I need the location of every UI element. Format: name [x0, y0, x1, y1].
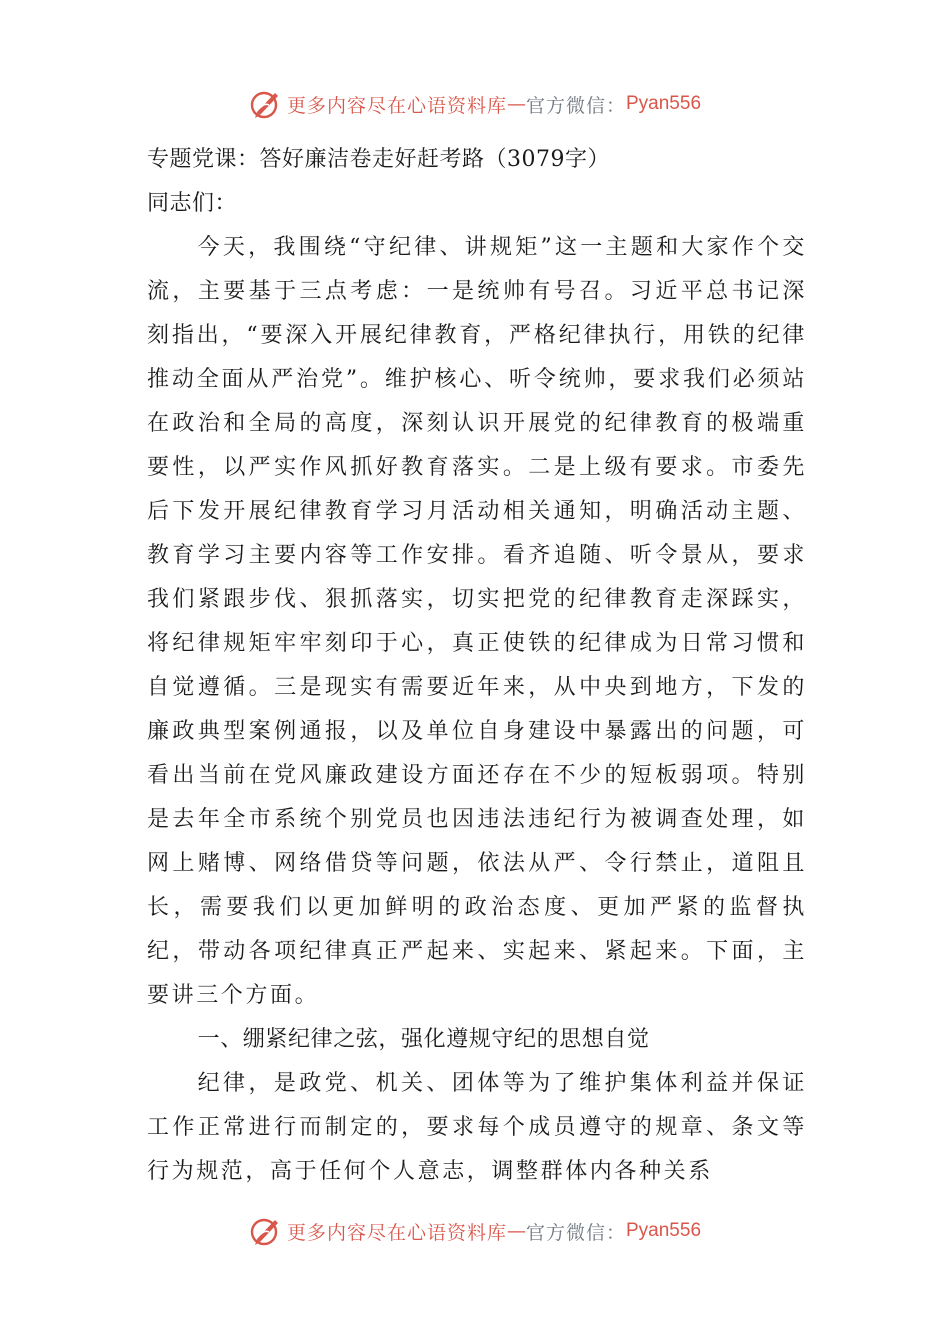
paragraph-discipline: 纪律，是政党、机关、团体等为了维护集体利益并保证工作正常进行而制定的，要求每个成员遵守的规章、条文等行为规范，高于任何个人意志，调整群体内各种关系 [147, 1071, 807, 1184]
banner-dash: — [506, 1220, 526, 1242]
banner-label-text: 官方微信： [525, 1221, 626, 1244]
pen-circle-logo-icon [249, 87, 283, 121]
banner-wechat-id: Pyan556 [626, 1220, 702, 1241]
document-title: 专题党课：答好廉洁卷走好赶考路（3079字） [147, 147, 610, 172]
section-heading-1: 一、绷紧纪律之弦，强化遵规守纪的思想自觉 [197, 1027, 650, 1052]
banner-lead-text: 更多内容尽在心语资料库 [286, 94, 507, 117]
banner-wechat-id: Pyan556 [626, 93, 702, 114]
salutation: 同志们： [147, 191, 238, 216]
banner-lead-text: 更多内容尽在心语资料库 [286, 1221, 507, 1244]
footer-watermark-banner [0, 1211, 950, 1251]
paragraph-intro: 今天，我围绕“守纪律、讲规矩”这一主题和大家作个交流，主要基于三点考虑：一是统帅有号召。习近平总书记深刻指出，“要深入开展纪律教育，严格纪律执行，用铁的纪律推动全面从严治党”。维护核心、听令统帅，要求我们必须站在政治和全局的高度，深刻认识开展党的纪律教育的极端重要性，以严实作风抓好教育落实。二是上级有要求。市委先后下发开展纪律教育学习月活动相关通知，明确活动主题、教育学习主要内容等工作安排。看齐追随、听令景从，要求我们紧跟步伐、狠抓落实，切实把党的纪律教育走深踩实，将纪律规矩牢牢刻印于心，真正使铁的纪律成为日常习惯和自觉遵循。三是现实有需要近年来，从中央到地方，下发的廉政典型案例通报，以及单位自身建设中暴露出的问题，可看出当前在党风廉政建设方面还存在不少的短板弱项。特别是去年全市系统个别党员也因违法违纪行为被调查处理，如网上赌博、网络借贷等问题，依法从严、令行禁止，道阻且长，需要我们以更加鲜明的政治态度、更加严紧的监督执纪，带动各项纪律真正严起来、实起来、紧起来。下面，主要讲三个方面。 [147, 235, 807, 1008]
document-body [147, 138, 807, 1194]
header-watermark-banner [0, 84, 950, 124]
pen-circle-logo-icon [249, 1214, 283, 1248]
banner-dash: — [506, 93, 526, 115]
banner-label-text: 官方微信： [525, 94, 626, 117]
